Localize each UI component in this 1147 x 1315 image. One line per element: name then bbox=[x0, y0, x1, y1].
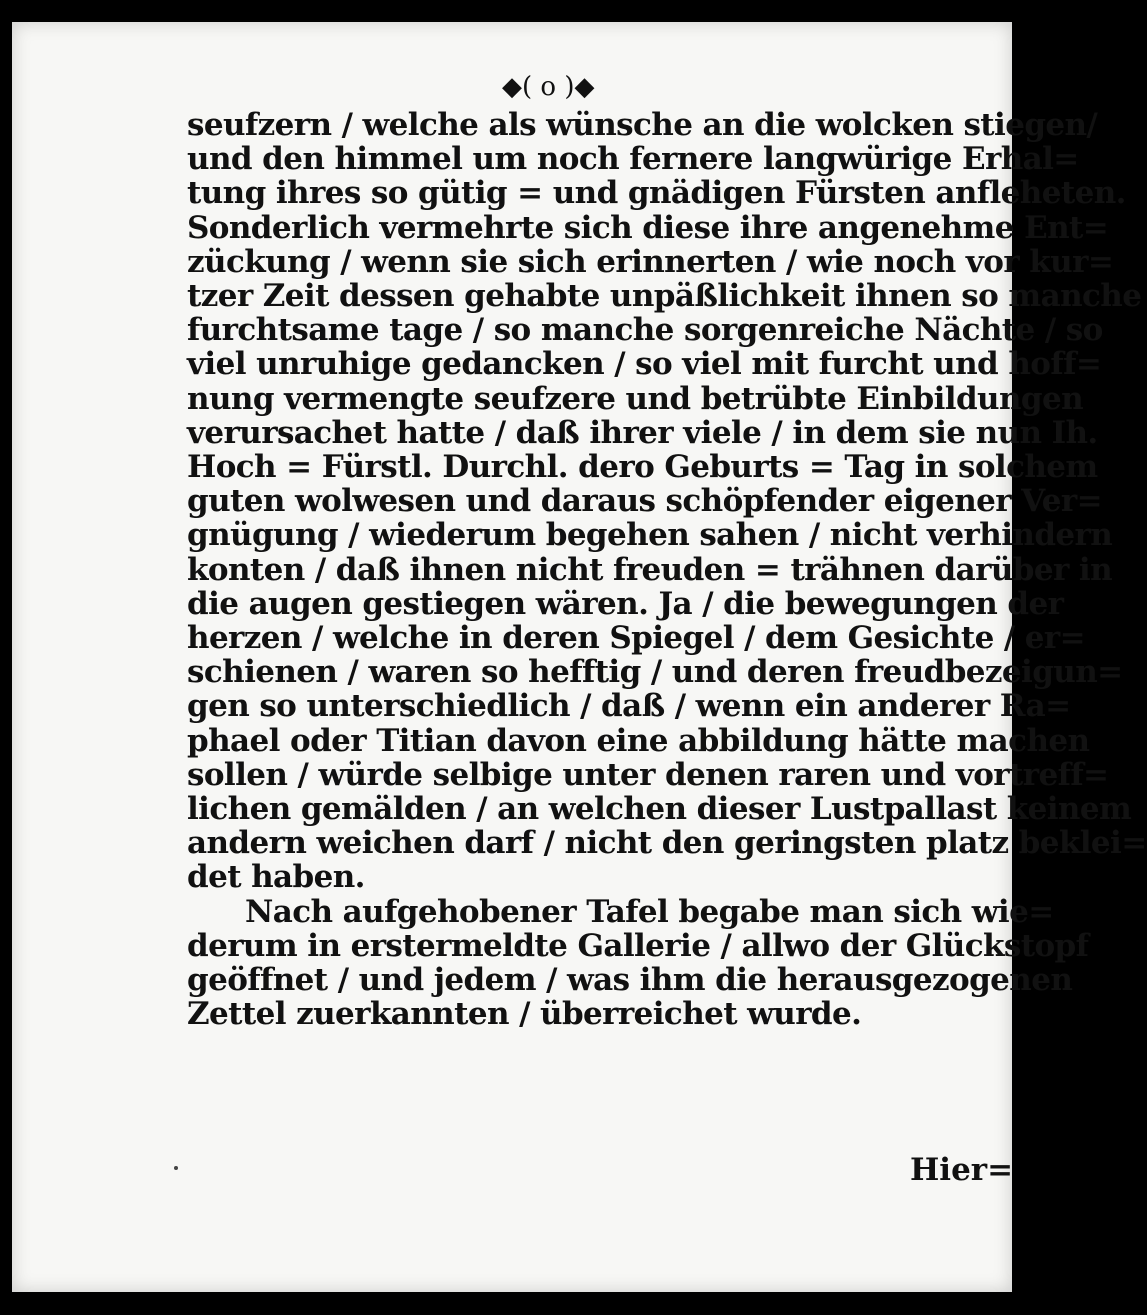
text-line: phael oder Titian davon eine abbildung hätte machen bbox=[187, 722, 1090, 759]
text-line: verursachet hatte / daß ihrer viele / in dem sie nun Ih. bbox=[187, 414, 1098, 451]
text-line: andern weichen darf / nicht den geringsten platz beklei= bbox=[187, 825, 1147, 862]
book-page bbox=[12, 22, 1147, 1292]
text-line: lichen gemälden / an welchen dieser Lustpallast keinem bbox=[187, 791, 1132, 828]
catchword: Hier= bbox=[910, 1152, 1014, 1188]
page-header-ornament: ◆( o )◆ bbox=[502, 72, 595, 102]
text-line: schienen / waren so hefftig / und deren freudbezeigun= bbox=[187, 654, 1123, 691]
body-text bbox=[187, 107, 1147, 1033]
text-line: seufzern / welche als wünsche an die wolcken stiegen/ bbox=[187, 107, 1098, 143]
text-line: Hoch = Fürstl. Durchl. dero Geburts = Tag in solchem bbox=[187, 449, 1098, 486]
text-line: tzer Zeit dessen gehabte unpäßlichkeit ihnen so manche bbox=[187, 278, 1142, 315]
text-line: zückung / wenn sie sich erinnerten / wie noch vor kur= bbox=[187, 243, 1114, 280]
text-line: nung vermengte seufzere und betrübte Einbildungen bbox=[187, 380, 1084, 417]
text-line: sollen / würde selbige unter denen raren und vortreff= bbox=[187, 756, 1109, 793]
text-line: guten wolwesen und daraus schöpfender eigener Ver= bbox=[187, 483, 1103, 520]
paper-speck bbox=[174, 1166, 178, 1170]
text-line: derum in erstermeldte Gallerie / allwo der Glückstopf bbox=[187, 927, 1089, 964]
text-line: Nach aufgehobener Tafel begabe man sich wie= bbox=[245, 893, 1054, 930]
text-line: det haben. bbox=[187, 859, 365, 896]
text-line: gen so unterschiedlich / daß / wenn ein anderer Ra= bbox=[187, 688, 1071, 725]
text-line: gnügung / wiederum begehen sahen / nicht verhindern bbox=[187, 517, 1113, 554]
text-line: furchtsame tage / so manche sorgenreiche Nächte / so bbox=[187, 312, 1103, 349]
text-line: und den himmel um noch fernere langwürige Erhal= bbox=[187, 141, 1079, 178]
text-line: die augen gestiegen wären. Ja / die bewegungen der bbox=[187, 585, 1064, 622]
text-line: Sonderlich vermehrte sich diese ihre angenehme Ent= bbox=[187, 209, 1109, 246]
text-line: viel unruhige gedancken / so viel mit furcht und hoff= bbox=[187, 346, 1102, 383]
text-line: Zettel zuerkannten / überreichet wurde. bbox=[187, 996, 862, 1033]
text-line: konten / daß ihnen nicht freuden = trähnen darüber in bbox=[187, 551, 1113, 588]
text-line: geöffnet / und jedem / was ihm die herausgezogenen bbox=[187, 962, 1073, 999]
text-line: herzen / welche in deren Spiegel / dem Gesichte / er= bbox=[187, 620, 1086, 657]
text-line: tung ihres so gütig = und gnädigen Fürsten anfleheten. bbox=[187, 175, 1126, 212]
